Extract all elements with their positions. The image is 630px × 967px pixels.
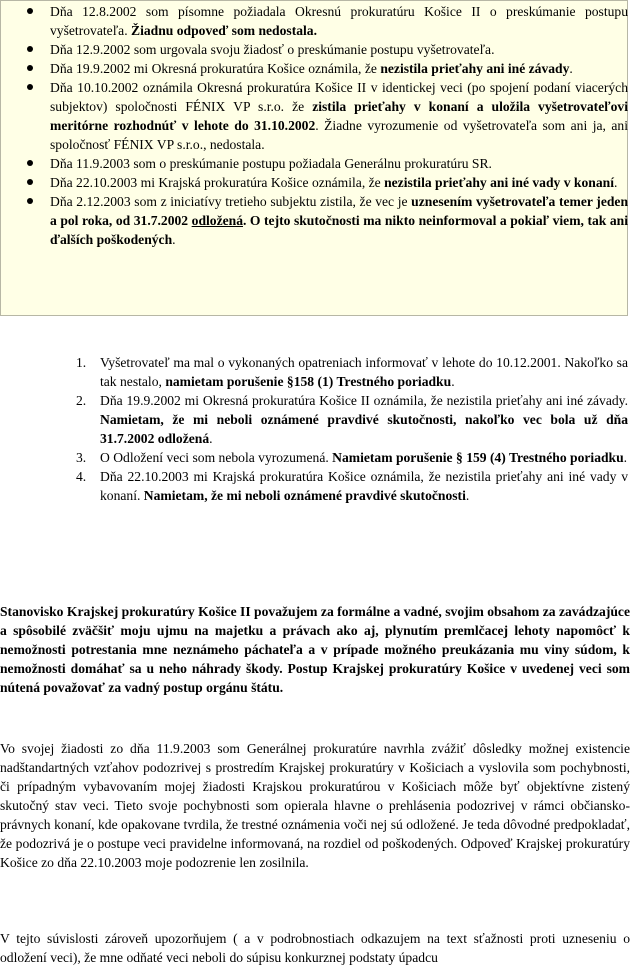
closing-paragraph: V tejto súvislosti zároveň upozorňujem ( a v podrobnostiach odkazujem na text sťažnosti proti uzneseniu o odložení veci), že mne odňaté veci neboli do súpisu konkurznej podstaty úpadcu — [0, 931, 630, 965]
text-run: Dňa 22.10.2003 mi Krajská prokuratúra Košice oznámila, že — [50, 175, 385, 190]
text-run: Dňa 19.9.2002 mi Okresná prokuratúra Košice oznámila, že — [50, 61, 381, 76]
objections-numbered-list — [0, 353, 630, 505]
numbered-item — [0, 353, 630, 391]
numbered-item — [0, 391, 630, 448]
bullet-item — [0, 59, 630, 78]
bullet-dot-icon — [27, 8, 33, 14]
text-run: zistila prieťahy v konaní a uložila vyšetrovateľovi meritórne rozhodnúť v lehote do 31.10.2002 — [50, 99, 628, 133]
text-run: . — [465, 488, 470, 503]
text-run: Vyšetrovateľ ma mal o vykonaných opatreniach informovať v lehote do 10.12.2001. Nakoľko sa tak nestalo, — [100, 355, 628, 389]
text-run: namietam porušenie §158 (1) Trestného poriadku — [165, 374, 452, 389]
bullet-item — [0, 78, 630, 154]
bullet-item — [0, 40, 630, 59]
bullet-dot-icon — [27, 179, 33, 185]
text-run: O Odložení veci som nebola vyrozumená. — [100, 450, 333, 465]
opinion-paragraph: Stanovisko Krajskej prokuratúry Košice II považujem za formálne a vadné, svojim obsahom za zavádzajúce a spôsobilé zväčšiť moju ujmu na majetku a právach ako aj, plynutím premlčacej lehoty napomôcť k nemožnosti potrestania mne neznámeho páchateľa a v prípade možného preukázania mu viny súdom, k nemožnosti domáhať sa u neho náhrady škody. Postup Krajskej prokuratúry Košice v uvedenej veci som nútená považovať za vadný postup orgánu štátu. — [0, 604, 630, 695]
text-run: odložená — [191, 213, 243, 228]
item-number: 1. — [76, 355, 87, 370]
text-run: Dňa 12.9.2002 som urgovala svoju žiadosť o preskúmanie postupu vyšetrovateľa. — [50, 42, 495, 57]
text-run: Dňa 10.10.2002 oznámila Okresná prokuratúra Košice II v identickej veci (po spojení podaní viacerých subjektov) spoločnosti FÉNIX VP s.r.o. že — [50, 80, 628, 114]
bullet-dot-icon — [27, 160, 33, 166]
bullet-dot-icon — [27, 198, 33, 204]
text-run: Dňa 12.8.2002 som písomne požiadala Okresnú prokuratúru Košice II o preskúmanie postupu vyšetrovateľa. — [50, 4, 628, 38]
bullet-dot-icon — [27, 46, 33, 52]
request-paragraph: Vo svojej žiadosti zo dňa 11.9.2003 som Generálnej prokuratúre navrhla zvážiť dôsledky možnej existencie nadštandartných vzťahov podozrivej s prostredím Krajskej prokuratúry v Košiciach a vyslovila som pochybnosti, či prípadným vybavovaním mojej žiadosti Krajskou prokuratúrou v Košiciach môže byť objektívne zistený skutočný stav veci. Tieto svoje pochybnosti som opierala hlavne o prehlásenia podozrivej v rámci občiansko-právnych konaní, kde opakovane tvrdila, že trestné oznámenia voči nej sú odložené. Je teda dôvodné predpokladať, že podozrivá je o postupe veci pravidelne informovaná, na rozdiel od poškodených. Odpoveď Krajskej prokuratúry Košice zo dňa 22.10.2003 moje podozrenie len zosilnila. — [0, 741, 630, 870]
text-run: . — [209, 431, 213, 446]
text-run: . — [613, 175, 618, 190]
text-run: Žiadnu odpoveď som nedostala. — [131, 23, 317, 38]
text-run: Dňa 22.10.2003 mi Krajská prokuratúra Košice oznámila, že nezistila prieťahy ani iné vady v konaní. — [100, 469, 628, 503]
text-run: Namietam, že mi neboli oznámené pravdivé skutočnosti, nakoľko vec bola už dňa 31.7.2002 odložená — [100, 412, 628, 446]
bullet-dot-icon — [27, 65, 33, 71]
bullet-item — [0, 173, 630, 192]
text-run: . — [569, 61, 573, 76]
text-run: uznesením vyšetrovateľa temer jeden a pol roka, od 31.7.2002 — [50, 194, 629, 228]
bullet-item — [0, 2, 630, 40]
chronology-bullet-list — [0, 2, 630, 249]
item-number: 4. — [76, 469, 87, 484]
text-run: Namietam porušenie § 159 (4) Trestného poriadku — [332, 450, 624, 465]
text-run: Dňa 11.9.2003 som o preskúmanie postupu požiadala Generálnu prokuratúru SR. — [50, 156, 492, 171]
item-number: 3. — [76, 450, 87, 465]
bullet-item — [0, 154, 630, 173]
bullet-dot-icon — [27, 84, 33, 90]
text-run: nezistila prieťahy ani iné vady v konaní — [384, 175, 614, 190]
text-run: . Žiadne vyrozumenie od vyšetrovateľa som ani ja, ani spoločnosť FÉNIX VP s.r.o., nedostala. — [50, 118, 629, 152]
numbered-item — [0, 467, 630, 505]
item-number: 2. — [76, 393, 87, 408]
text-run: . O tejto skutočnosti ma nikto neinformoval a pokiaľ viem, tak ani ďalších poškodených — [50, 213, 628, 247]
text-run: Dňa 2.12.2003 som z iniciatívy tretieho subjektu zistila, že vec je — [50, 194, 412, 209]
numbered-item — [0, 448, 630, 467]
bullet-item — [0, 192, 630, 249]
text-run: . — [623, 450, 628, 465]
text-run: Dňa 19.9.2002 mi Okresná prokuratúra Košice II oznámila, že nezistila prieťahy ani iné závady. — [100, 393, 628, 408]
text-run: Namietam, že mi neboli oznámené pravdivé skutočnosti — [143, 488, 466, 503]
text-run: . — [451, 374, 455, 389]
text-run: nezistila prieťahy ani iné závady — [380, 61, 570, 76]
text-run: . — [172, 232, 176, 247]
